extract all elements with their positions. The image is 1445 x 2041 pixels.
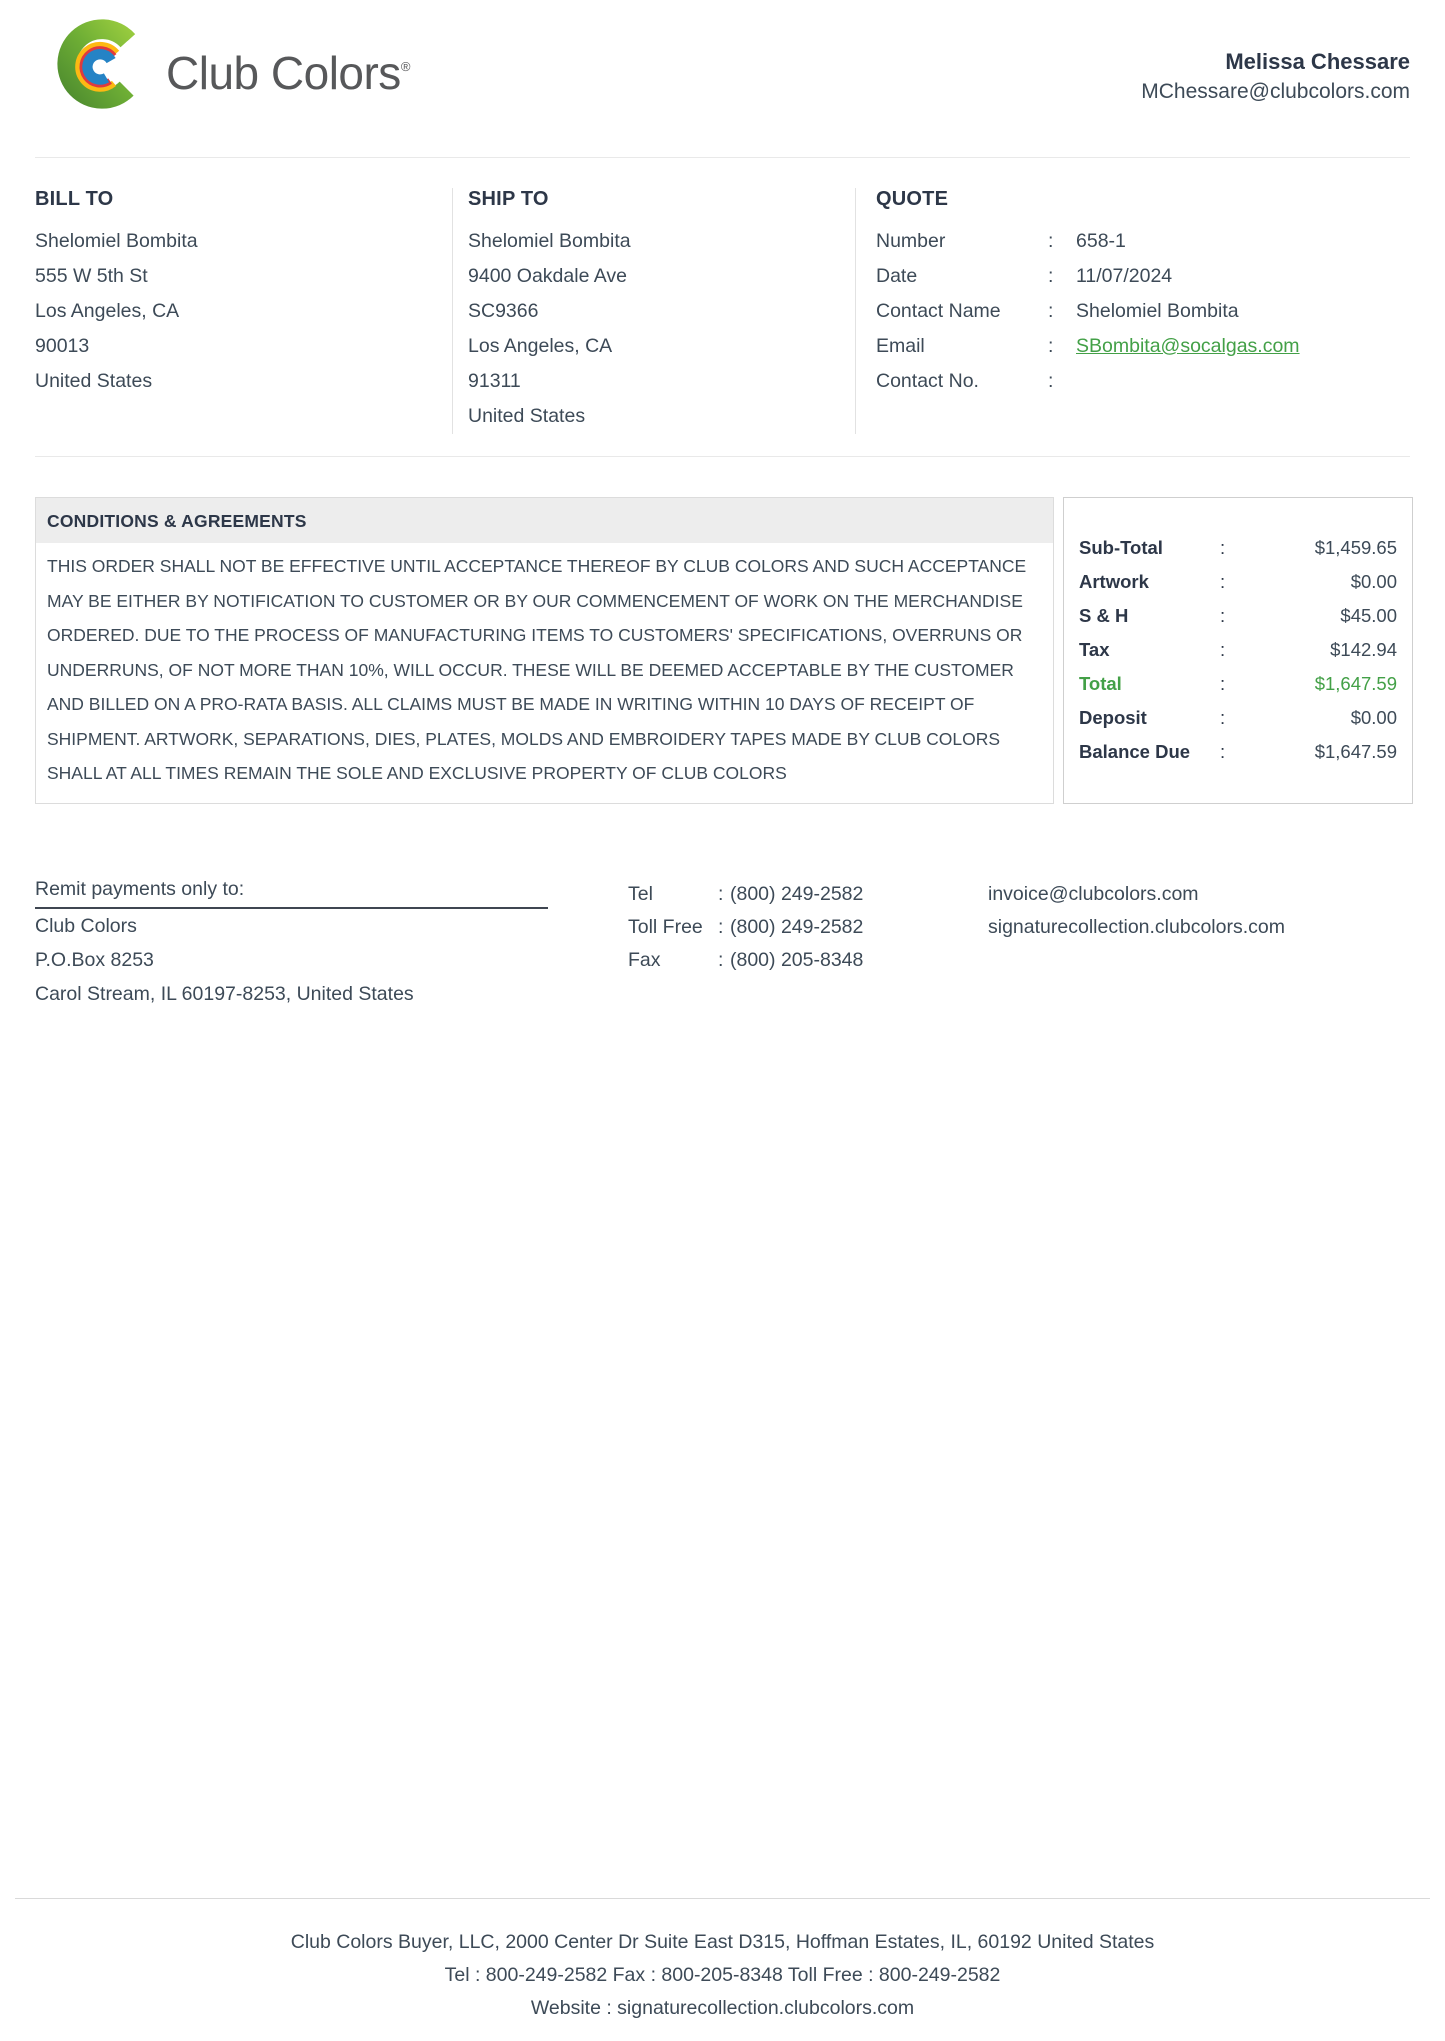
remit-line: Club Colors [35,915,137,937]
colon: : [1220,741,1226,763]
contact-email-link[interactable]: SBombita@socalgas.com [1076,335,1300,357]
rep-email: MChessare@clubcolors.com [1141,80,1410,103]
quote-label: Email [876,335,925,357]
colon: : [1220,639,1226,661]
phone-row-tel [628,878,988,911]
bill-to-line: 90013 [35,335,90,357]
ship-to-line: 91311 [468,370,521,392]
total-label: Sub-Total [1079,537,1163,559]
quote-label: Number [876,230,946,252]
quote-contact-no-value [1076,364,1410,399]
phone-label: Toll Free [628,916,703,938]
online-contact-block [988,878,1410,1011]
bill-to-line: Los Angeles, CA [35,300,180,322]
footer-website: Website : signaturecollection.clubcolors.com [530,1997,915,2019]
quote-row-email [876,329,1410,364]
total-row-shipping [1079,599,1397,633]
club-colors-logo-icon [55,16,149,112]
ship-to-line: Shelomiel Bombita [468,230,631,252]
balance-due-value: $1,647.59 [1314,741,1397,763]
colon: : [1048,370,1054,392]
total-label: S & H [1079,605,1129,627]
tel-value: (800) 249-2582 [730,883,864,905]
quote-row-contact-no [876,364,1410,399]
ship-to-block [452,188,855,434]
total-label: Balance Due [1079,741,1191,763]
remit-title: Remit payments only to: [35,878,548,909]
conditions-box [35,497,1054,804]
colon: : [1220,571,1226,593]
ship-to-line: United States [468,405,586,427]
footer-phones: Tel : 800-249-2582 Fax : 800-205-8348 Toll Free : 800-249-2582 [444,1964,1001,1986]
artwork-value: $0.00 [1350,571,1397,593]
total-row-balance-due [1079,735,1397,769]
colon: : [1220,707,1226,729]
colon: : [718,949,724,971]
total-row-subtotal [1079,531,1397,565]
quote-row-date [876,259,1410,294]
colon: : [1048,300,1054,322]
phone-label: Fax [628,949,661,971]
quote-label: Date [876,265,918,287]
colon: : [1048,335,1054,357]
quote-contact-name-value: Shelomiel Bombita [1076,300,1239,322]
bill-to-block [35,188,452,434]
bill-to-heading: BILL TO [35,188,114,210]
quote-label: Contact No. [876,370,979,392]
conditions-heading: CONDITIONS & AGREEMENTS [36,498,1053,543]
sales-rep-block [1141,14,1410,112]
quote-row-number [876,224,1410,259]
phone-label: Tel [628,883,653,905]
phone-block [628,878,988,1011]
rep-name: Melissa Chessare [1225,49,1410,74]
phone-row-fax [628,944,988,977]
brand-logo [55,14,410,112]
bill-to-line: United States [35,370,153,392]
remit-line: Carol Stream, IL 60197-8253, United States [35,983,414,1005]
bill-to-line: Shelomiel Bombita [35,230,198,252]
registered-trademark-symbol: ® [400,59,410,74]
divider [35,157,1410,158]
total-row-tax [1079,633,1397,667]
total-label: Deposit [1079,707,1147,729]
colon: : [718,916,724,938]
deposit-value: $0.00 [1350,707,1397,729]
remit-section [35,878,1410,1011]
colon: : [1048,230,1054,252]
quote-meta-block [855,188,1410,434]
colon: : [1048,265,1054,287]
colon: : [1220,605,1226,627]
footer-company-address: Club Colors Buyer, LLC, 2000 Center Dr Suite East D315, Hoffman Estates, IL, 60192 United States [290,1931,1155,1953]
total-row-total [1079,667,1397,701]
divider [35,456,1410,457]
ship-to-line: SC9366 [468,300,539,322]
bill-to-line: 555 W 5th St [35,265,148,287]
ship-to-heading: SHIP TO [468,188,549,210]
ship-to-line: 9400 Oakdale Ave [468,265,628,287]
total-row-deposit [1079,701,1397,735]
tollfree-value: (800) 249-2582 [730,916,864,938]
remit-line: P.O.Box 8253 [35,949,154,971]
header [55,14,1410,112]
conditions-text: THIS ORDER SHALL NOT BE EFFECTIVE UNTIL ACCEPTANCE THEREOF BY CLUB COLORS AND SUCH ACCEPTANCE MAY BE EITHER BY NOTIFICATION TO CUSTOMER OR BY OUR COMMENCEMENT OF WORK ON THE MERCHANDISE ORDERED. DUE TO THE PROCESS OF MANUFACTURING ITEMS TO CUSTOMERS' SPECIFICATIONS, OVERRUNS OR UNDERRUNS, OF NOT MORE THAN 10%, WILL OCCUR. THESE WILL BE DEEMED ACCEPTABLE BY THE CUSTOMER AND BILLED ON A PRO-RATA BASIS. ALL CLAIMS MUST BE MADE IN WRITING WITHIN 10 DAYS OF RECEIPT OF SHIPMENT. ARTWORK, SEPARATIONS, DIES, PLATES, MOLDS AND EMBROIDERY TAPES MADE BY CLUB COLORS SHALL AT ALL TIMES REMAIN THE SOLE AND EXCLUSIVE PROPERTY OF CLUB COLORS [47,556,1027,783]
ship-to-line: Los Angeles, CA [468,335,613,357]
total-label: Tax [1079,639,1110,661]
total-label: Artwork [1079,571,1149,593]
quote-number-value: 658-1 [1076,230,1126,252]
quote-heading: QUOTE [876,188,949,210]
conditions-totals-section [35,497,1413,804]
quote-label: Contact Name [876,300,1001,322]
total-value: $1,647.59 [1314,673,1397,695]
totals-box [1063,497,1413,804]
subtotal-value: $1,459.65 [1314,537,1397,559]
colon: : [1220,673,1226,695]
phone-row-tollfree [628,911,988,944]
total-row-artwork [1079,565,1397,599]
footer [0,1926,1445,2025]
tax-value: $142.94 [1330,639,1397,661]
fax-value: (800) 205-8348 [730,949,864,971]
footer-divider [15,1898,1430,1899]
shipping-value: $45.00 [1340,605,1397,627]
brand-wordmark: Club Colors® [166,47,410,99]
website-url: signaturecollection.clubcolors.com [988,916,1285,938]
invoice-email: invoice@clubcolors.com [988,883,1199,905]
colon: : [718,883,724,905]
total-label: Total [1079,673,1122,695]
quote-date-value: 11/07/2024 [1076,265,1173,287]
colon: : [1220,537,1226,559]
remit-address-block [35,878,628,1011]
quote-row-contact-name [876,294,1410,329]
address-quote-section [35,188,1410,434]
